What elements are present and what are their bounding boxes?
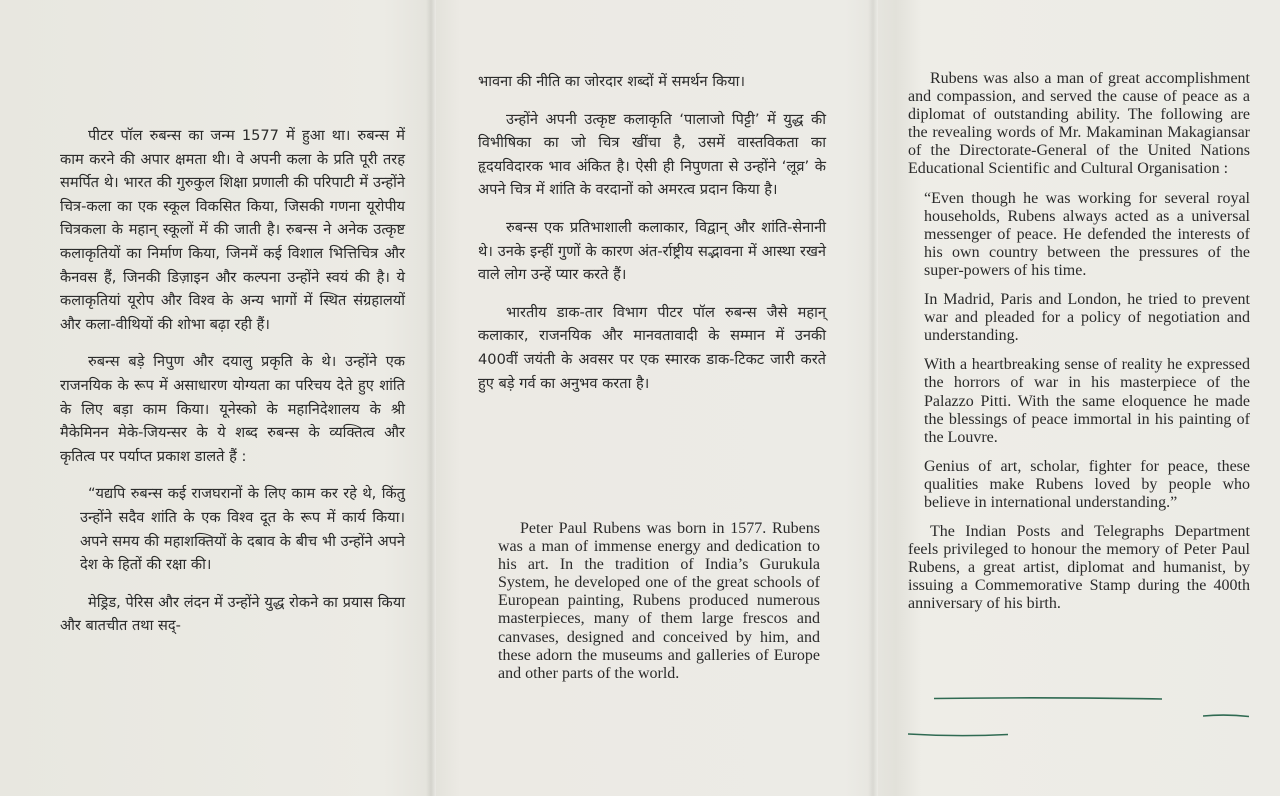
english-paragraph-intro: Rubens was also a man of great accomplishment and compassion, and served the cause of peace as a diplomat of outstanding ability. The following are the revealing words of Mr. Makaminan Makagiansar of the Directorate-General of the United Nations Educational Scientific and Cultural Organisation : <box>908 70 1250 178</box>
hindi-paragraph-masterpiece: उन्होंने अपनी उत्कृष्ट कलाकृति ‘पालाजो पिट्टी’ में युद्ध की विभीषिका का जो चित्र खींचा है, उसमें वास्तविकता का हृदयविदारक भाव अंकित है। ऐसी ही निपुणता से उन्होंने ‘लूव्र’ के अपने चित्र में शांति के वरदानों को अमरत्व प्रदान किया है। <box>478 110 826 199</box>
middle-panel-hindi <box>478 70 826 409</box>
english-quote-palazzo: With a heartbreaking sense of reality he expressed the horrors of war in his masterpiece of the Palazzo Pitti. With the same eloquence he made the blessings of peace immortal in his painting of the Louvre. <box>924 356 1250 446</box>
right-panel-english <box>908 70 1250 625</box>
pen-underline-400th <box>1203 714 1249 718</box>
pen-underline-artist-diplomat <box>934 697 1162 700</box>
hindi-paragraph-diplomat: रुबन्स बड़े निपुण और दयालु प्रकृति के थे। उन्होंने एक राजनयिक के रूप में असाधारण योग्यता का परिचय देते हुए शांति के लिए बड़ा काम किया। यूनेस्को के महानिदेशालय के श्री मैकेमिनन मेके-जियन्सर के ये शब्द रुबन्स के व्यक्तित्व और कृतित्व पर पर्याप्त प्रकाश डालते हैं : <box>60 353 405 465</box>
fold-crease-left <box>426 0 436 796</box>
english-paragraph-birth: Peter Paul Rubens was born in 1577. Rubens was a man of immense energy and dedication to his art. In the tradition of India’s Gurukula System, he developed one of the great schools of European painting, Rubens produced numerous masterpieces, many of them large frescos and canvases, designed and conceived by him, and these adorn the museums and galleries of Europe and other parts of the world. <box>498 520 820 682</box>
english-quote-genius: Genius of art, scholar, fighter for peace, these qualities make Rubens loved by people who believe in international understanding.” <box>924 457 1250 511</box>
pen-underline-anniversary <box>908 733 1008 737</box>
hindi-paragraph-birth: पीटर पॉल रुबन्स का जन्म 1577 में हुआ था। रुबन्स में काम करने की अपार क्षमता थी। वे अपनी कला के प्रति पूरी तरह समर्पित थे। भारत की गुरुकुल शिक्षा प्रणाली की परिपाटी में उन्होंने चित्र-कला का एक स्कूल विकसित किया, जिसकी गणना यूरोपीय चित्रकला के महान् स्कूलों में की जाती है। रुबन्स ने अनेक उत्कृष्ट कलाकृतियों का निर्माण किया, जिनमें कई विशाल भित्तिचित्र और कैनवस हैं, जिनकी डिज़ाइन और कल्पना उन्होंने स्वयं की है। ये कलाकृतियां यूरोप और विश्व के अन्य भागों में स्थित संग्रहालयों और कला-वीथियों की शोभा बढ़ा रही हैं। <box>60 127 405 333</box>
hindi-paragraph-genius: रुबन्स एक प्रतिभाशाली कलाकार, विद्वान् और शांति-सेनानी थे। उनके इन्हीं गुणों के कारण अंत-र्राष्ट्रीय सद्भावना में आस्था रखने वाले लोग उन्हें प्यार करते हैं। <box>478 218 826 284</box>
hindi-paragraph-madrid: मेड्रिड, पेरिस और लंदन में उन्होंने युद्ध रोकने का प्रयास किया और बातचीत तथा सद्- <box>60 593 405 635</box>
left-panel-hindi <box>60 124 405 652</box>
hindi-quote-paragraph: “यद्यपि रुबन्स कई राजघरानों के लिए काम कर रहे थे, किंतु उन्होंने सदैव शांति के एक विश्व दूत के रूप में कार्य किया। अपने समय की महाशक्तियों के दबाव के बीच भी उन्होंने अपने देश के हितों की रक्षा की। <box>80 485 405 574</box>
english-paragraph-closing: The Indian Posts and Telegraphs Department feels privileged to honour the memory of Peter Paul Rubens, a great artist, diplomat and humanist, by issuing a Commemorative Stamp during the 400th anniversary of his birth. <box>908 523 1250 613</box>
hindi-paragraph-stamp: भारतीय डाक-तार विभाग पीटर पॉल रुबन्स जैसे महान् कलाकार, राजनयिक और मानवतावादी के सम्मान में उनकी 400वीं जयंती के अवसर पर एक स्मारक डाक-टिकट जारी करते हुए बड़े गर्व का अनुभव करता है। <box>478 303 826 392</box>
hindi-paragraph-continuation: भावना की नीति का जोरदार शब्दों में समर्थन किया। <box>478 73 745 90</box>
english-quote-households: “Even though he was working for several royal households, Rubens always acted as a universal messenger of peace. He defended the interests of his own country between the pressures of the super-powers of his time. <box>924 189 1250 279</box>
middle-panel-english <box>498 520 820 694</box>
english-quote-madrid: In Madrid, Paris and London, he tried to prevent war and pleaded for a policy of negotiation and understanding. <box>924 291 1250 345</box>
fold-crease-right <box>868 0 878 796</box>
